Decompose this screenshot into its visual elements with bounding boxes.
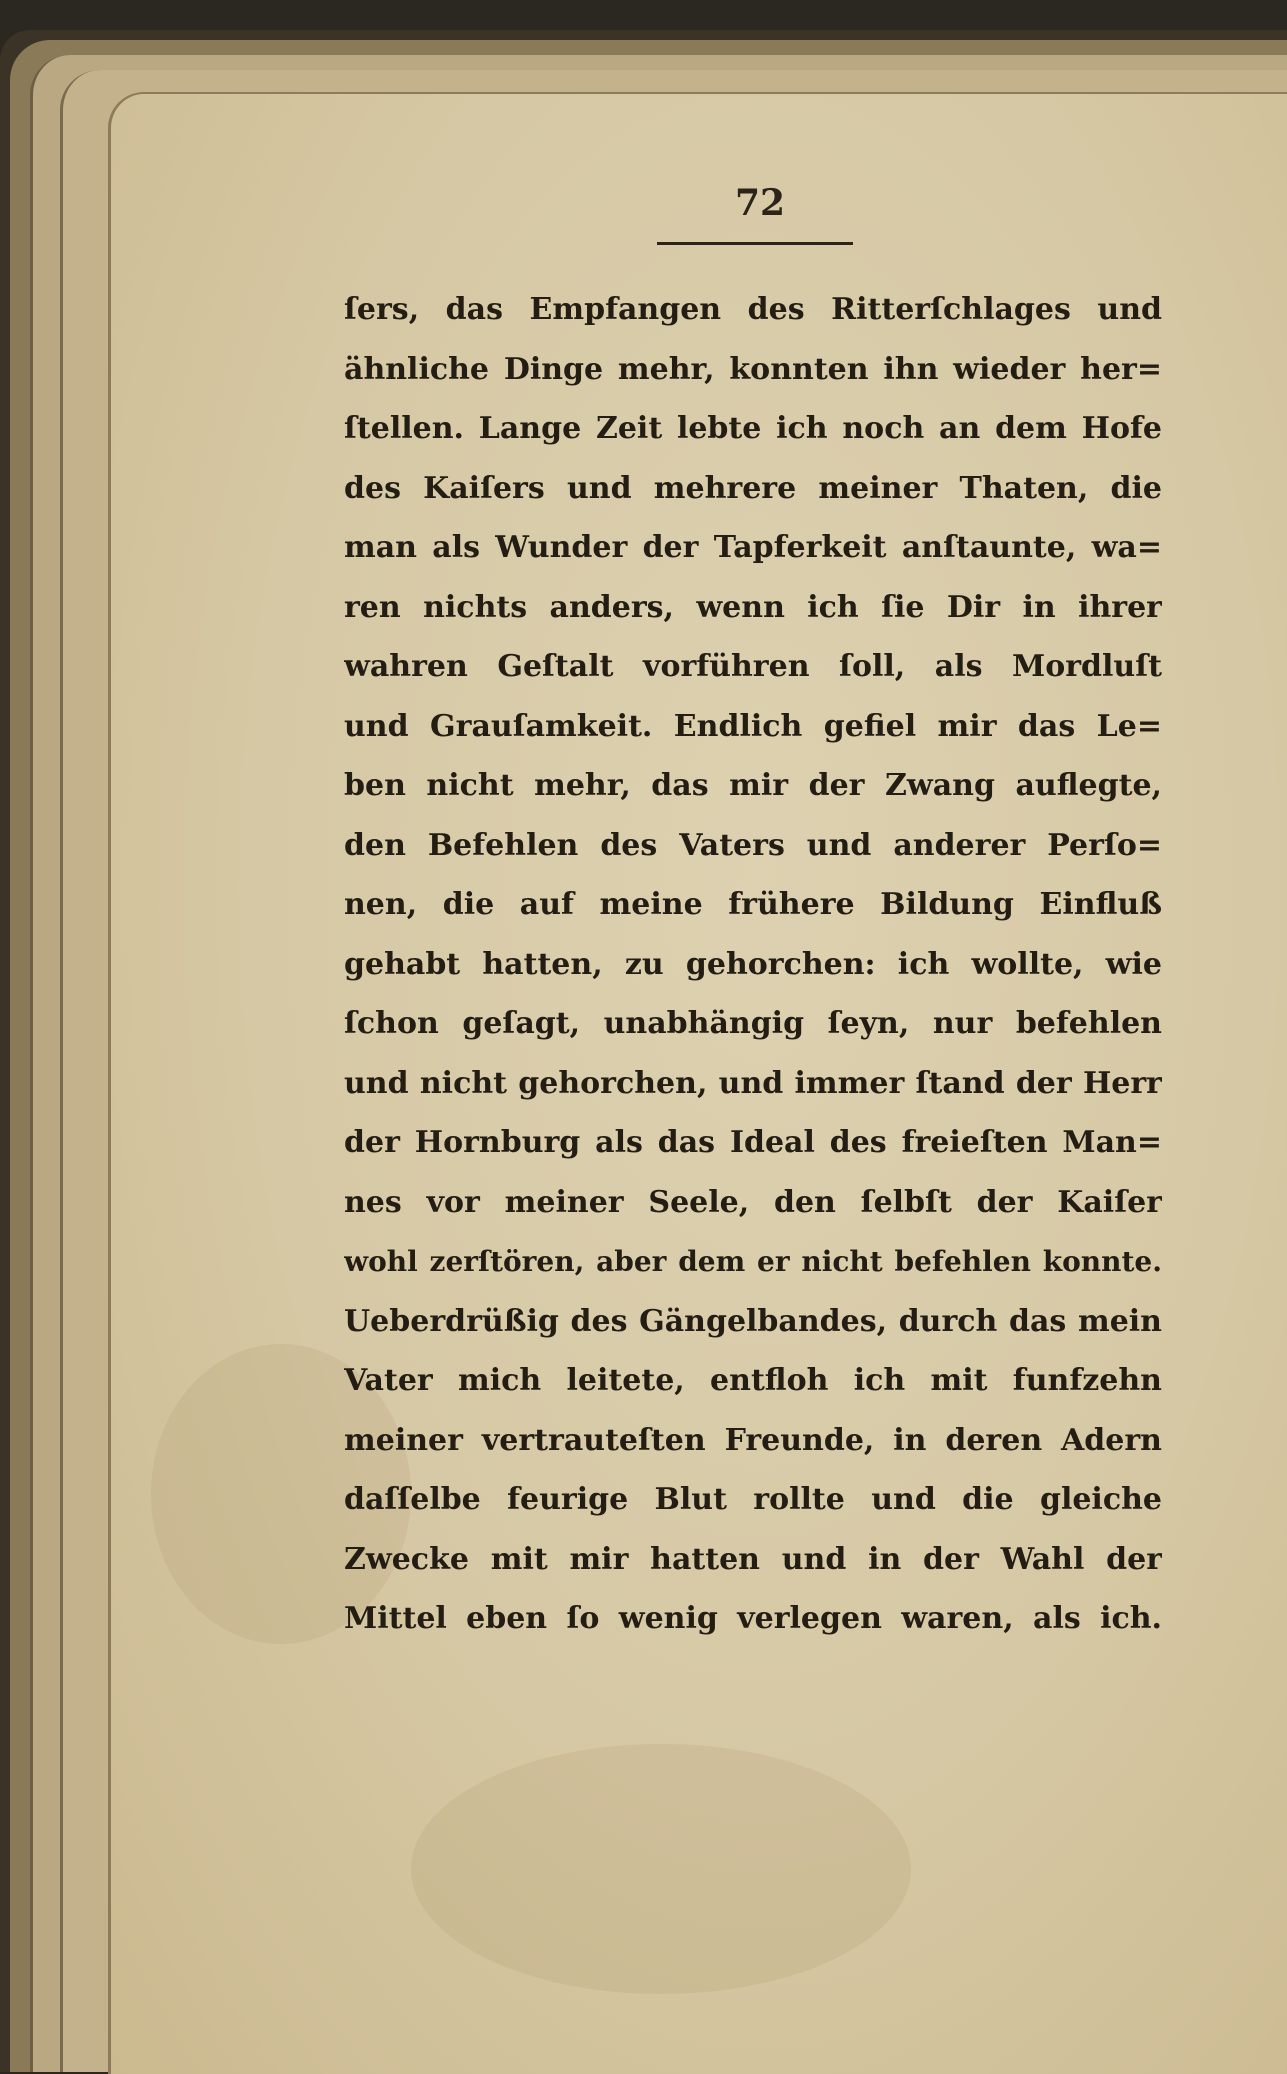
text-line: Ueberdrüßig des Gängelbandes, durch das mein	[344, 1303, 1162, 1339]
text-line: ſers, das Empfangen des Ritterſchlages und	[344, 292, 1162, 327]
text-line: daſſelbe feurige Blut rollte und die gleiche	[344, 1482, 1162, 1517]
paper-stain	[411, 1744, 911, 1994]
text-line: man als Wunder der Tapferkeit anſtaunte, wa=	[344, 530, 1162, 565]
text-line: des Kaiſers und mehrere meiner Thaten, die	[344, 470, 1162, 506]
text-line: Vater mich leitete, entfloh ich mit funfzehn	[344, 1363, 1162, 1398]
text-line: meiner vertrauteſten Freunde, in deren Adern	[344, 1422, 1162, 1458]
text-line: ſtellen. Lange Zeit lebte ich noch an dem Hofe	[344, 411, 1162, 446]
text-line: ben nicht mehr, das mir der Zwang auflegte,	[344, 768, 1162, 803]
body-text	[344, 280, 1162, 1649]
text-line: wahren Geſtalt vorführen ſoll, als Mordluſt	[344, 649, 1162, 684]
text-line: ren nichts anders, wenn ich ſie Dir in ihrer	[344, 589, 1162, 625]
text-line: wohl zerſtören, aber dem er nicht befehlen konnte.	[344, 1245, 1162, 1278]
text-line: nes vor meiner Seele, den ſelbſt der Kaiſer	[344, 1184, 1162, 1220]
header-rule	[657, 242, 853, 245]
text-line: und nicht gehorchen, und immer ſtand der Herr	[344, 1065, 1162, 1101]
text-line: den Befehlen des Vaters und anderer Perſo=	[344, 827, 1162, 863]
text-line: und Grauſamkeit. Endlich gefiel mir das Le=	[344, 708, 1162, 744]
text-line: gehabt hatten, zu gehorchen: ich wollte, wie	[344, 946, 1162, 982]
text-line: Mittel eben ſo wenig verlegen waren, als ich.	[344, 1601, 1162, 1636]
page-number: 72	[734, 182, 786, 224]
text-line: der Hornburg als das Ideal des freieſten Man=	[344, 1125, 1162, 1160]
text-line: ähnliche Dinge mehr, konnten ihn wieder her=	[344, 351, 1162, 387]
text-line: ſchon geſagt, unabhängig ſeyn, nur befehlen	[344, 1006, 1162, 1041]
text-line: Zwecke mit mir hatten und in der Wahl der	[344, 1541, 1162, 1577]
text-line: nen, die auf meine frühere Bildung Einfluß	[344, 887, 1162, 922]
